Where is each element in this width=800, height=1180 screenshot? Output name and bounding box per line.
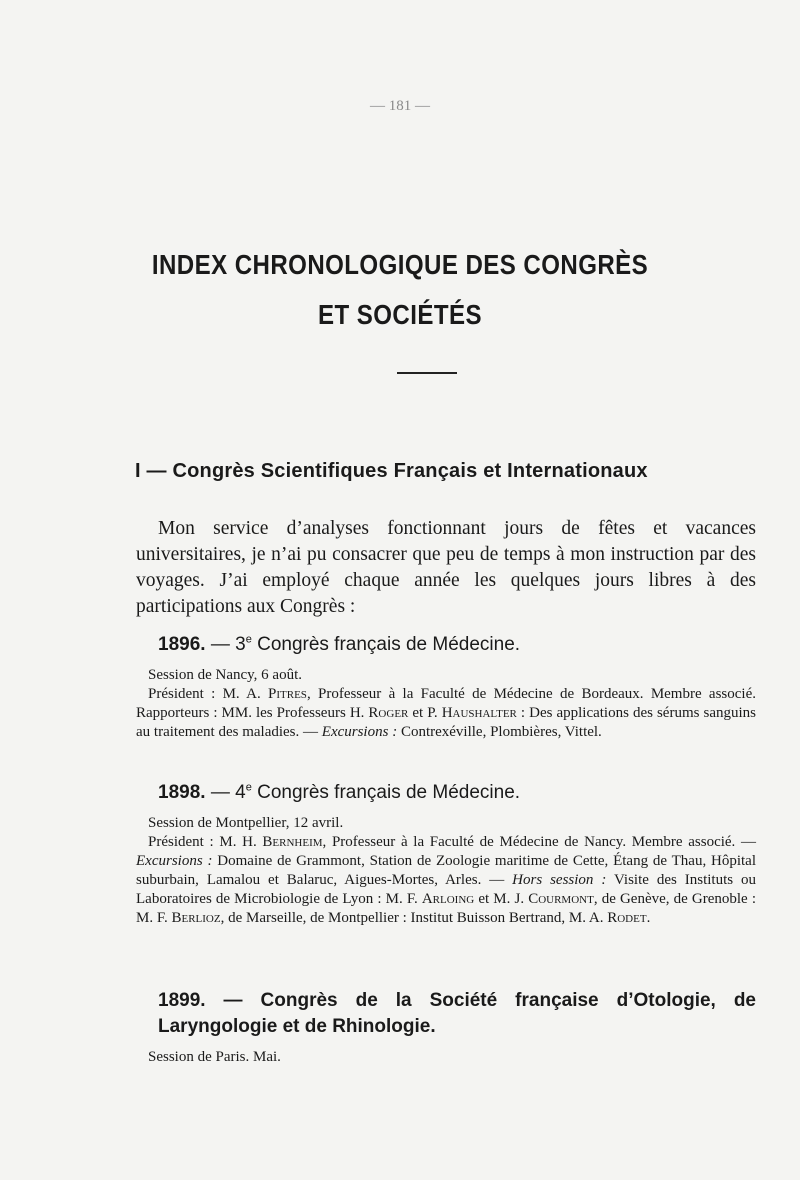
entry-1899 [136, 988, 756, 1067]
person-name: Pitres [268, 686, 307, 702]
entry-title: — Congrès de la Société française d’Otologie, de Laryngologie et de Rhinologie. [158, 990, 756, 1037]
intro-paragraph [136, 516, 756, 620]
person-name: Bernheim [262, 834, 323, 850]
intro-text: Mon service d’analyses fonctionnant jours de fêtes et vacances universitaires, je n’ai pu consacrer que peu de temps à mon instruction par des voyages. J’ai employé chaque année les quelques jours libres à des participations aux Congrès : [136, 518, 756, 617]
entry-1896 [136, 632, 756, 742]
entry-body [136, 814, 756, 928]
text-run: Président : M. H. [148, 834, 263, 850]
text-run: Domaine de Grammont, Station de Zoologie maritime de Cette, Étang de Thau, Hôpital suburbain, Lamalou et Balaruc, Aigues-Mortes, Arles. — [136, 853, 757, 888]
entry-title: Congrès français de Médecine. [251, 782, 521, 803]
entry-ordinal: 3 [235, 634, 246, 655]
entry-year: 1899. [158, 990, 206, 1011]
title-line-2: ET SOCIÉTÉS [318, 299, 482, 330]
entry-session: Session de Nancy, 6 août. [148, 667, 302, 683]
title-divider [397, 372, 457, 374]
entry-heading [136, 632, 756, 658]
page-title [56, 240, 744, 340]
text-run: Visite des Instituts ou Laboratoires de Microbiologie de Lyon : M. F. [136, 872, 756, 907]
text-run: Président : M. A. [148, 686, 269, 702]
entry-heading [136, 780, 756, 806]
person-name: Arloing [421, 891, 475, 907]
entry-ordinal-sup: e [245, 633, 252, 646]
person-name: Rodet [607, 910, 647, 926]
entry-title: Congrès français de Médecine. [251, 634, 521, 655]
text-run: , Professeur à la Faculté de Médecine de Bordeaux. Membre associé. Rapporteurs : MM. les Professeurs H. [136, 686, 756, 721]
entry-ordinal: 4 [235, 782, 246, 803]
entry-body [136, 666, 756, 742]
entry-ordinal-sup: e [245, 781, 252, 794]
entry-1898 [136, 780, 756, 928]
entry-body [136, 1048, 756, 1067]
entry-session: Session de Montpellier, 12 avril. [148, 815, 344, 831]
person-name: Haushalter [441, 705, 517, 721]
page-number: — 181 — [370, 98, 430, 114]
text-run: et P. [408, 705, 442, 721]
italic-label: Excursions : [321, 724, 398, 740]
entry-session: Session de Paris. Mai. [148, 1049, 281, 1065]
italic-label: Hors session : [512, 872, 607, 888]
text-run: . [646, 910, 651, 926]
text-run: et M. J. [474, 891, 529, 907]
entry-year: 1896. [158, 634, 206, 655]
entry-text [136, 833, 756, 928]
text-run: : Des applications des sérums sanguins au traitement des maladies. — [136, 705, 756, 740]
entry-dash: — [205, 782, 236, 803]
entry-dash: — [205, 634, 236, 655]
section-heading: I — Congrès Scientifiques Français et Internationaux [135, 460, 648, 482]
text-run: , de Marseille, de Montpellier : Institut Buisson Bertrand, M. A. [220, 910, 608, 926]
entry-year: 1898. [158, 782, 206, 803]
entry-text [136, 685, 756, 742]
person-name: Courmont [528, 891, 594, 907]
entry-heading [136, 988, 756, 1040]
italic-label: Excursions : [136, 853, 213, 869]
text-run: , de Genève, de Grenoble : M. F. [136, 891, 757, 926]
text-run: Contrexéville, Plombières, Vittel. [397, 724, 602, 740]
text-run: , Professeur à la Faculté de Médecine de Nancy. Membre associé. — [322, 834, 756, 850]
person-name: Roger [368, 705, 409, 721]
person-name: Berlioz [171, 910, 221, 926]
title-line-1: INDEX CHRONOLOGIQUE DES CONGRÈS [151, 249, 649, 280]
